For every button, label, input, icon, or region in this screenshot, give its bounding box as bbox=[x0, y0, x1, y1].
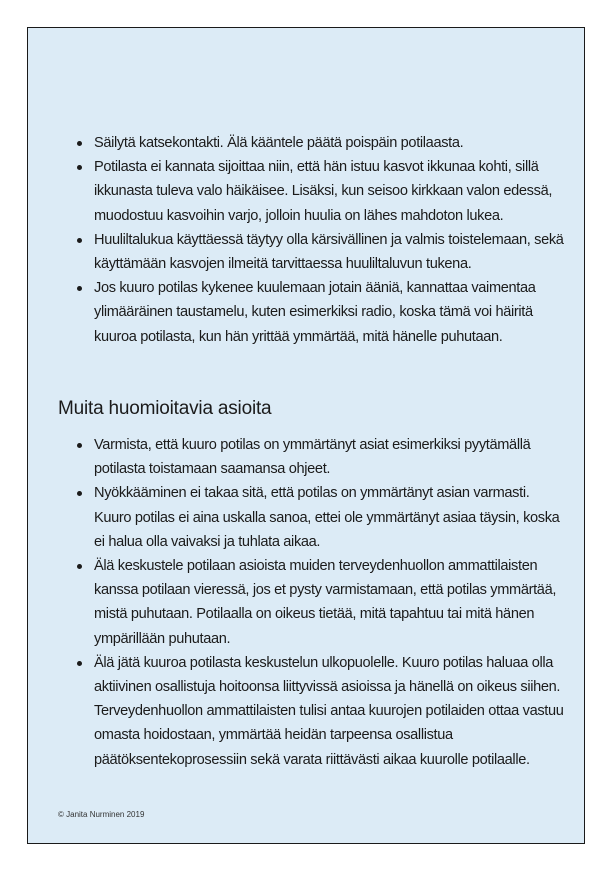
list-item-text: Nyökkääminen ei takaa sitä, että potilas on ymmärtänyt asian varmasti. Kuuro potilas ei aina uskalla sanoa, ettei ole ymmärtänyt asiaa täysin, koska ei halua olla vaivaksi ja tuhlata aikaa. bbox=[94, 485, 560, 550]
list-item-text: Jos kuuro potilas kykenee kuulemaan jotain ääniä, kannattaa vaimentaa ylimääräinen taustamelu, kuten esimerkiksi radio, koska tämä voi häiritä kuuroa potilasta, kun hän yrittää ymmärtää, mitä hänelle puhutaan. bbox=[94, 280, 536, 345]
bullet-icon bbox=[77, 238, 82, 243]
other-considerations-section bbox=[28, 433, 584, 772]
list-item bbox=[28, 481, 584, 554]
document-page bbox=[27, 27, 585, 844]
considerations-list bbox=[28, 433, 584, 772]
list-item-text: Älä keskustele potilaan asioista muiden terveydenhuollon ammattilaisten kanssa potilaan vieressä, jos et pysty varmistamaan, että potilas ymmärtää, mistä puhutaan. Potilaalla on oikeus tietää, mitä tapahtuu tai mitä hänen ympärillään puhutaan. bbox=[94, 558, 557, 647]
list-item bbox=[28, 131, 584, 155]
list-item-text: Huuliltalukua käyttäessä täytyy olla kärsivällinen ja valmis toistelemaan, sekä käyttämään kasvojen ilmeitä tarvittaessa huuliltaluvun tukena. bbox=[94, 231, 564, 273]
list-item bbox=[28, 155, 584, 228]
tips-list bbox=[28, 131, 584, 349]
list-item bbox=[28, 276, 584, 349]
section-heading: Muita huomioitavia asioita bbox=[58, 398, 272, 419]
list-item bbox=[28, 228, 584, 276]
list-item bbox=[28, 433, 584, 481]
list-item-text: Älä jätä kuuroa potilasta keskustelun ulkopuolelle. Kuuro potilas haluaa olla aktiivinen osallistuja hoitoonsa liittyvissä asioissa ja hänellä on oikeus siihen. Terveydenhuollon ammattilaisten tulisi antaa kuurojen potilaiden ottaa vastuu omasta hoidostaan, ymmärtää heidän tarpeensa osallistua päätöksentekoprosessiin sekä varata riittävästi aikaa kuurolle potilaalle. bbox=[94, 654, 564, 768]
copyright-footer: © Janita Nurminen 2019 bbox=[58, 810, 145, 819]
bullet-icon bbox=[77, 443, 82, 448]
bullet-icon bbox=[77, 165, 82, 170]
bullet-icon bbox=[77, 141, 82, 146]
list-item bbox=[28, 651, 584, 772]
bullet-icon bbox=[77, 286, 82, 291]
list-item-text: Säilytä katsekontakti. Älä kääntele päätä poispäin potilaasta. bbox=[94, 135, 464, 151]
list-item bbox=[28, 554, 584, 651]
bullet-icon bbox=[77, 491, 82, 496]
list-item-text: Varmista, että kuuro potilas on ymmärtänyt asiat esimerkiksi pyytämällä potilasta toistamaan saamansa ohjeet. bbox=[94, 437, 531, 478]
tips-section bbox=[28, 131, 584, 349]
bullet-icon bbox=[77, 564, 82, 569]
list-item-text: Potilasta ei kannata sijoittaa niin, että hän istuu kasvot ikkunaa kohti, sillä ikkunasta tuleva valo häikäisee. Lisäksi, kun seisoo kirkkaan valon edessä, muodostuu kasvoihin varjo, jolloin huulia on lähes mahdoton lukea. bbox=[94, 159, 553, 224]
bullet-icon bbox=[77, 661, 82, 666]
